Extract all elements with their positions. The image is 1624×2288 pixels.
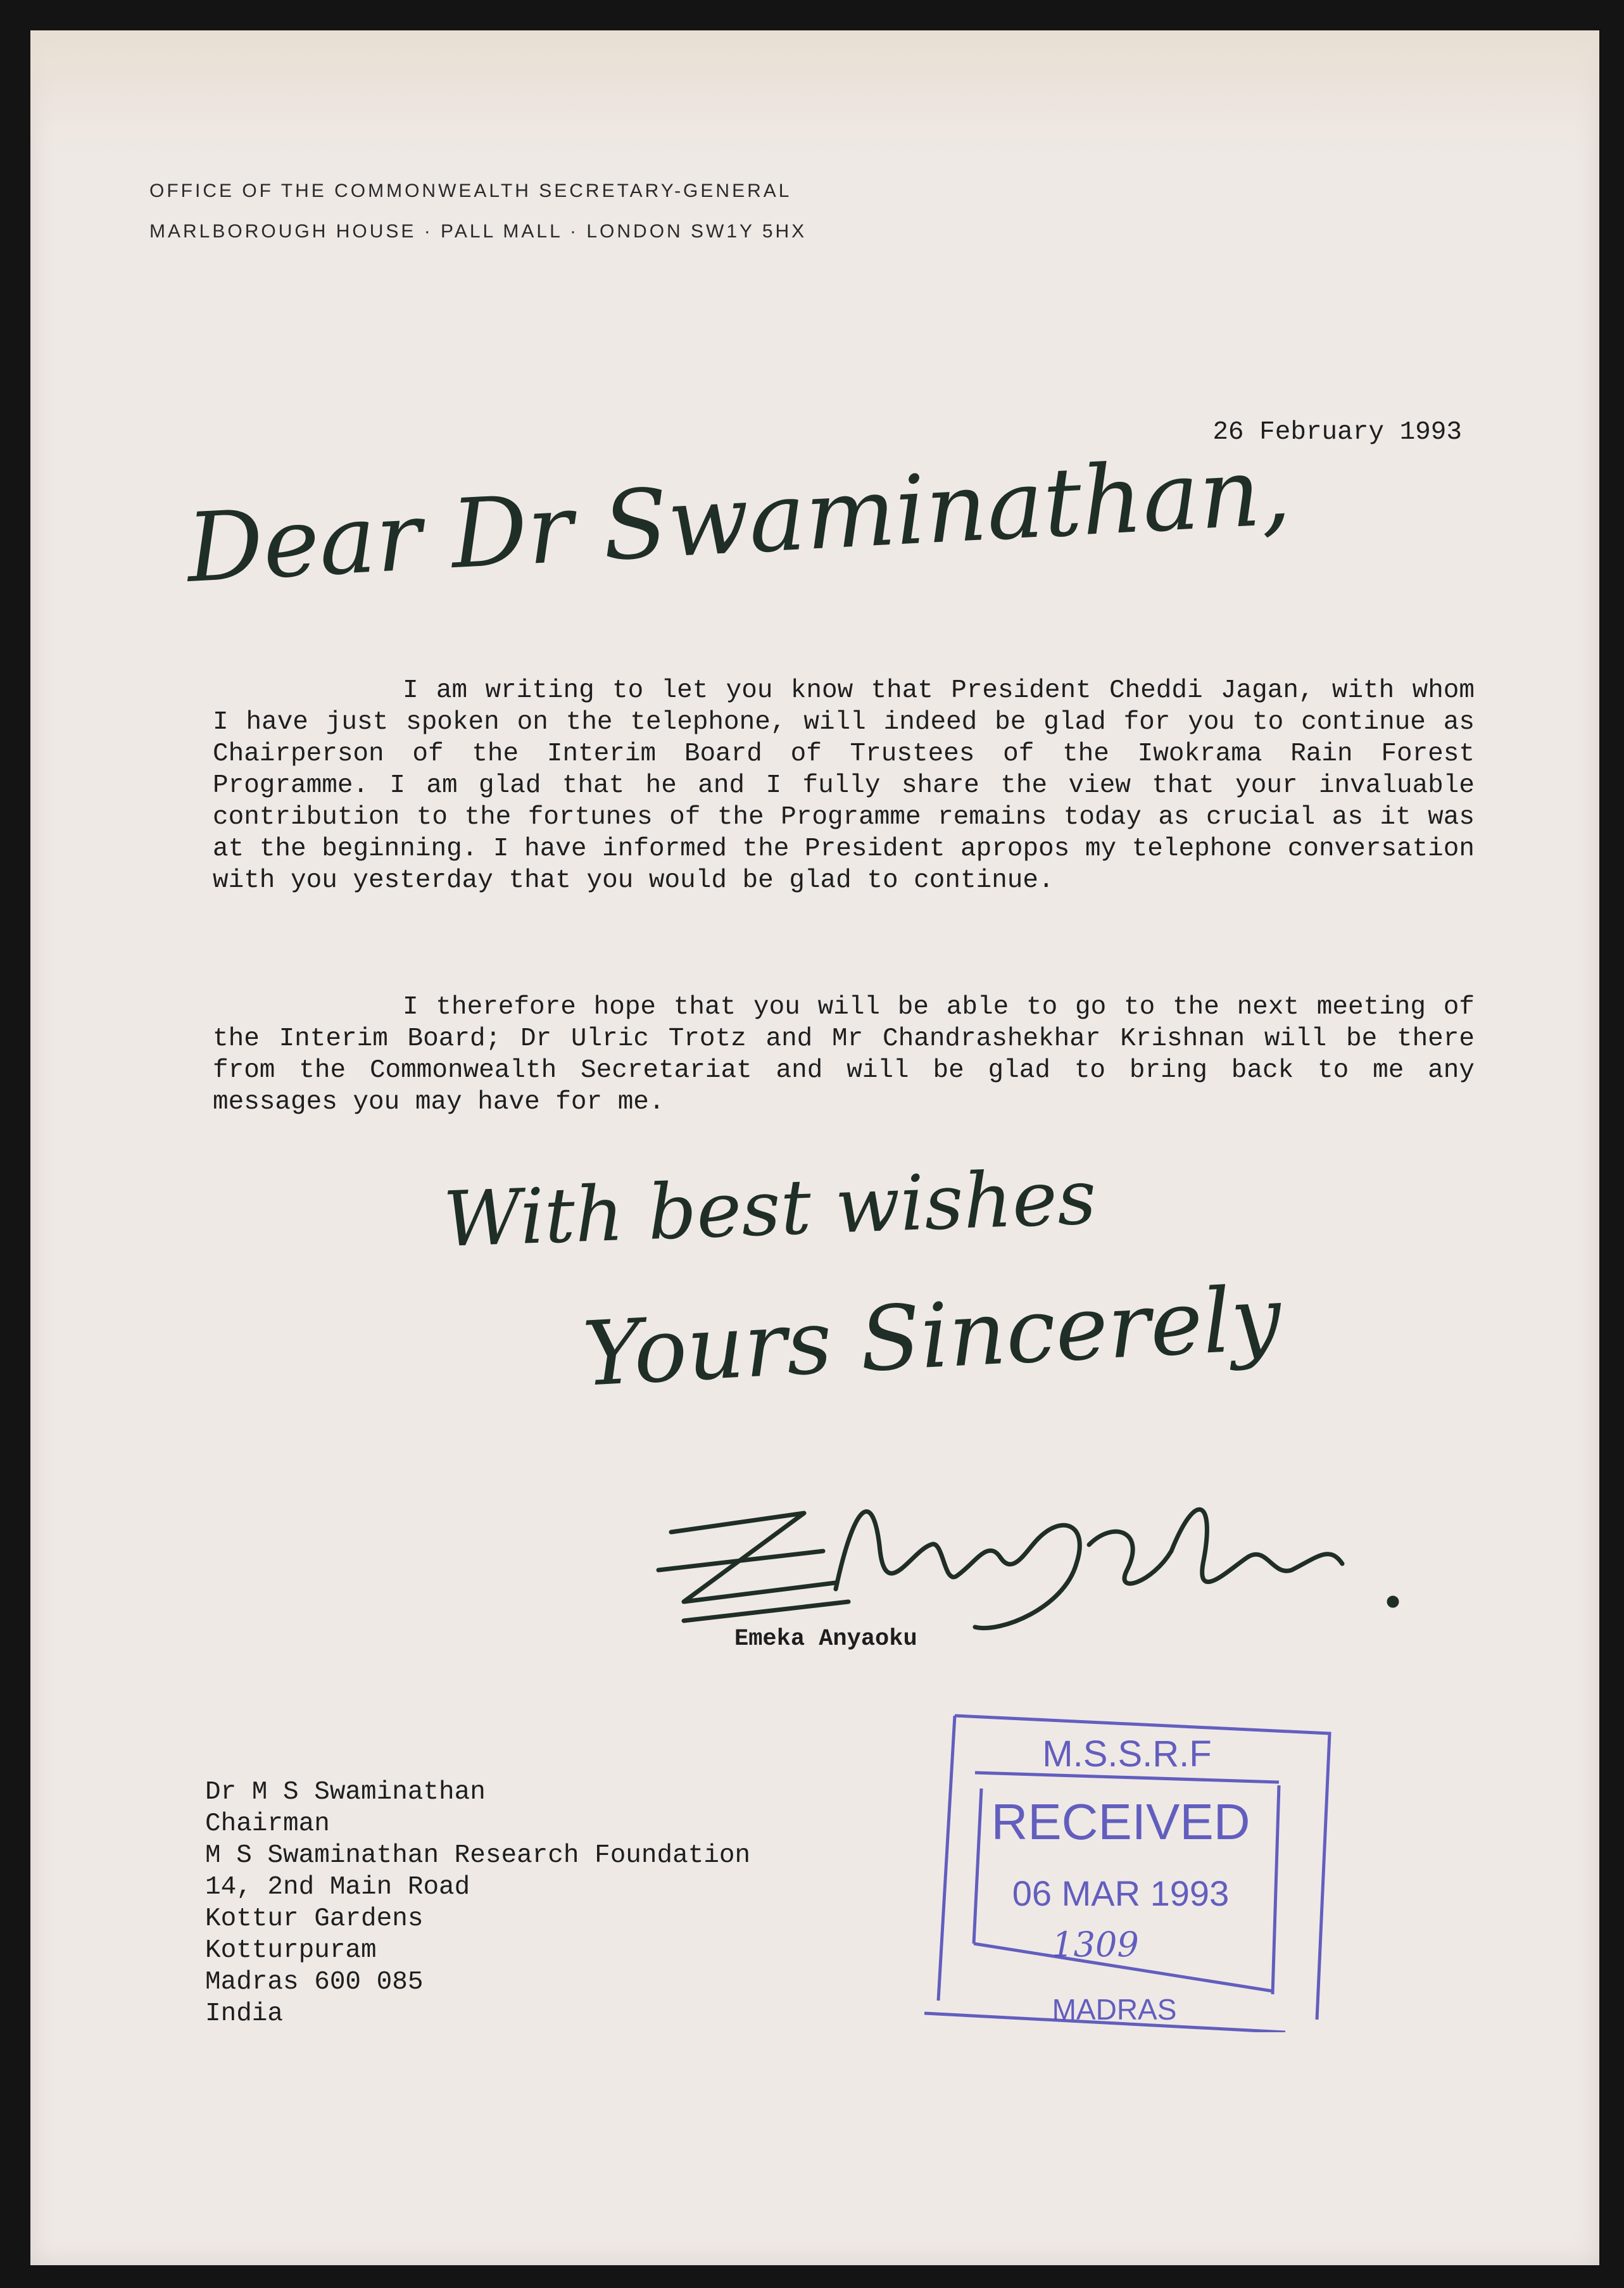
stamp-date: 06 MAR 1993 xyxy=(1012,1873,1230,1913)
letterhead-office: OFFICE OF THE COMMONWEALTH SECRETARY-GENERAL xyxy=(149,180,792,201)
received-stamp xyxy=(899,1703,1355,2032)
address-line: Kotturpuram xyxy=(205,1936,377,1965)
handwritten-salutation: Dear Dr Swaminathan, xyxy=(184,436,1294,604)
recipient-address xyxy=(205,1776,750,2030)
address-line: Madras 600 085 xyxy=(205,1968,424,1997)
stamp-number: 1309 xyxy=(1052,1925,1139,1964)
signer-name: Emeka Anyaoku xyxy=(734,1626,917,1652)
address-line: Dr M S Swaminathan xyxy=(205,1778,486,1807)
address-line: India xyxy=(205,1999,284,2028)
stamp-org: M.S.S.R.F xyxy=(1042,1733,1212,1775)
handwritten-signature xyxy=(646,1475,1482,1640)
handwritten-closing-sincerely: Yours Sincerely xyxy=(580,1267,1284,1407)
address-line: M S Swaminathan Research Foundation xyxy=(205,1841,751,1870)
address-line: Chairman xyxy=(205,1809,330,1839)
address-line: 14, 2nd Main Road xyxy=(205,1873,470,1902)
letter-date: 26 February 1993 xyxy=(1212,418,1462,447)
letterhead xyxy=(149,171,807,252)
body-paragraph-1: I am writing to let you know that President Cheddi Jagan, with whom I have just spoken on the telephone, will indeed be glad for you to continue as Chairperson of the Interim Board of Trustees of the Iwokrama Rain Forest Programme. I am glad that he and I fully share the view that your invaluable contribution to the fortunes of the Programme remains today as crucial as it was at the beginning. I have informed the President apropos my telephone conversation with you yesterday that you would be glad to continue. xyxy=(213,676,1475,895)
stamp-city: MADRAS xyxy=(1052,1993,1177,2026)
handwritten-closing-wishes: With best wishes xyxy=(441,1153,1098,1264)
stamp-status: RECEIVED xyxy=(991,1794,1250,1850)
body-paragraph-2: I therefore hope that you will be able to go to the next meeting of the Interim Board; Dr Ulric Trotz and Mr Chandrashekhar Krishnan will be there from the Commonwealth Secretariat and will be glad to bring back to me any messages you may have for me. xyxy=(213,993,1475,1117)
paper-discoloration xyxy=(30,30,1599,157)
letterhead-address: MARLBOROUGH HOUSE · PALL MALL · LONDON SW1Y 5HX xyxy=(149,221,807,242)
address-line: Kottur Gardens xyxy=(205,1904,424,1933)
